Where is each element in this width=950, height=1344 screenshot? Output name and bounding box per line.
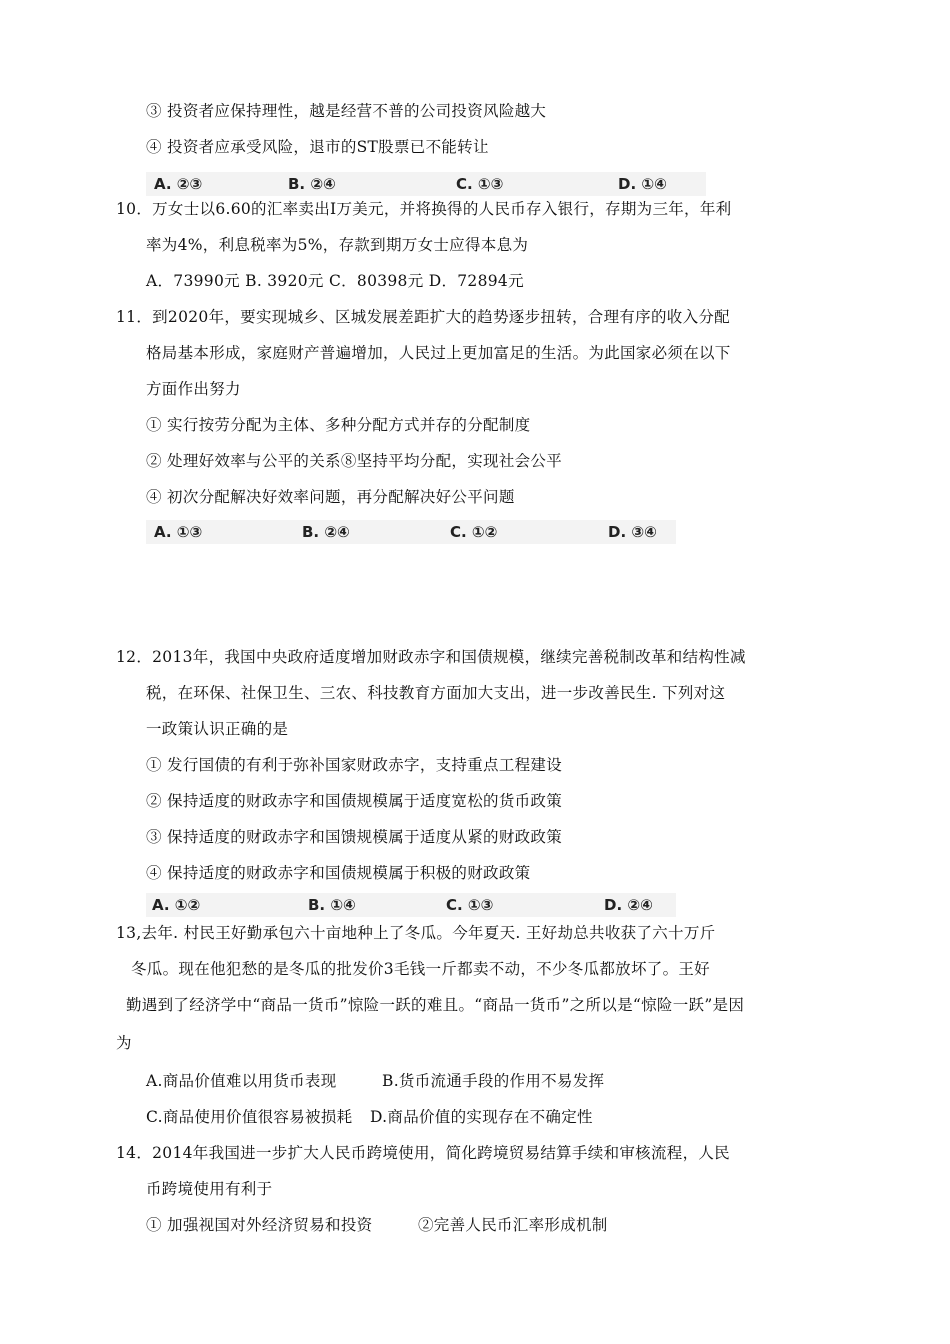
q13-stem-line-3: 勤遇到了经济学中“商品一货币”惊险一跃的难且。“商品一货币”之所以是“惊险一跃”是因 [126,996,745,1014]
q12-item-2: ② 保持适度的财政赤字和国债规模属于适度宽松的货币政策 [146,792,563,810]
q12-option-c: C. ①③ [446,896,494,914]
q12-option-b: B. ①④ [308,896,356,914]
q12-stem-line-3: 一政策认识正确的是 [146,720,289,738]
q11-item-2: ② 处理好效率与公平的关系⑧坚持平均分配，实现社会公平 [146,452,563,470]
q11-stem-line-1: 11．到2020年，要实现城乡、区城发展差距扩大的趋势逐步扭转，合理有序的收入分配 [116,308,730,326]
q14-item-1: ① 加强视国对外经济贸易和投资 [146,1216,373,1234]
q9-option-d: D. ①④ [618,175,667,193]
q13-stem-line-1: 13,去年. 村民王好勤承包六十亩地种上了冬瓜。今年夏天. 王好劫总共收获了六十万斤 [116,924,716,942]
q11-item-1: ① 实行按劳分配为主体、多种分配方式并存的分配制度 [146,416,531,434]
q9-option-a: A. ②③ [154,175,203,193]
q9-option-c: C. ①③ [456,175,504,193]
q9-item-4: ④ 投资者应承受风险，退市的ST股票已不能转让 [146,138,489,156]
q10-options: A．73990元 B. 3920元 C．80398元 D．72894元 [146,272,524,290]
q12-stem-line-2: 税，在环保、社保卫生、三农、科技教育方面加大支出，进一步改善民生. 下列对这 [146,684,726,702]
q11-item-4: ④ 初次分配解决好效率问题，再分配解决好公平问题 [146,488,515,506]
q12-item-1: ① 发行国债的有利于弥补国家财政赤字，支持重点工程建设 [146,756,563,774]
q14-stem-line-2: 币跨境使用有利于 [146,1180,273,1198]
q13-option-b: B.货币流通手段的作用不易发挥 [382,1072,605,1090]
q12-item-4: ④ 保持适度的财政赤字和国债规模属于积极的财政政策 [146,864,531,882]
q13-stem-line-2: 冬瓜。现在他犯愁的是冬瓜的批发价3毛钱一斤都卖不动，不少冬瓜都放坏了。王好 [131,960,710,978]
q12-option-a: A. ①② [152,896,201,914]
q11-stem-line-2: 格局基本形成，家庭财产普遍增加，人民过上更加富足的生活。为此国家必须在以下 [146,344,731,362]
q10-stem-line-1: 10．万女士以6.60的汇率卖出Ⅰ万美元，并将换得的人民币存入银行，存期为三年，年利 [116,200,732,218]
q10-stem-line-2: 率为4%，利息税率为5%，存款到期万女士应得本息为 [146,236,529,254]
q11-option-c: C. ①② [450,523,498,541]
q11-option-d: D. ③④ [608,523,657,541]
q14-stem-line-1: 14．2014年我国进一步扩大人民币跨境使用，简化跨境贸易结算手续和审核流程，人民 [116,1144,730,1162]
q11-option-a: A. ①③ [154,523,203,541]
q13-option-c: C.商品使用价值很容易被损耗 [146,1108,353,1126]
q11-stem-line-3: 方面作出努力 [146,380,241,398]
q9-options-row [146,172,706,196]
q13-option-d: D.商品价值的实现存在不确定性 [370,1108,593,1126]
q13-option-a: A.商品价值难以用货币表现 [146,1072,337,1090]
q11-option-b: B. ②④ [302,523,350,541]
q11-options-row [146,520,676,544]
q9-option-b: B. ②④ [288,175,336,193]
q9-item-3: ③ 投资者应保持理性，越是经营不普的公司投资风险越大 [146,102,547,120]
q14-item-2: ②完善人民币汇率形成机制 [418,1216,608,1234]
q12-stem-line-1: 12．2013年，我国中央政府适度增加财政赤字和国债规模，继续完善税制改革和结构性减 [116,648,746,666]
q12-options-row [146,893,676,917]
q13-stem-line-4: 为 [116,1034,132,1052]
q12-item-3: ③ 保持适度的财政赤字和国馈规模属于适度从紧的财政政策 [146,828,563,846]
q12-option-d: D. ②④ [604,896,653,914]
